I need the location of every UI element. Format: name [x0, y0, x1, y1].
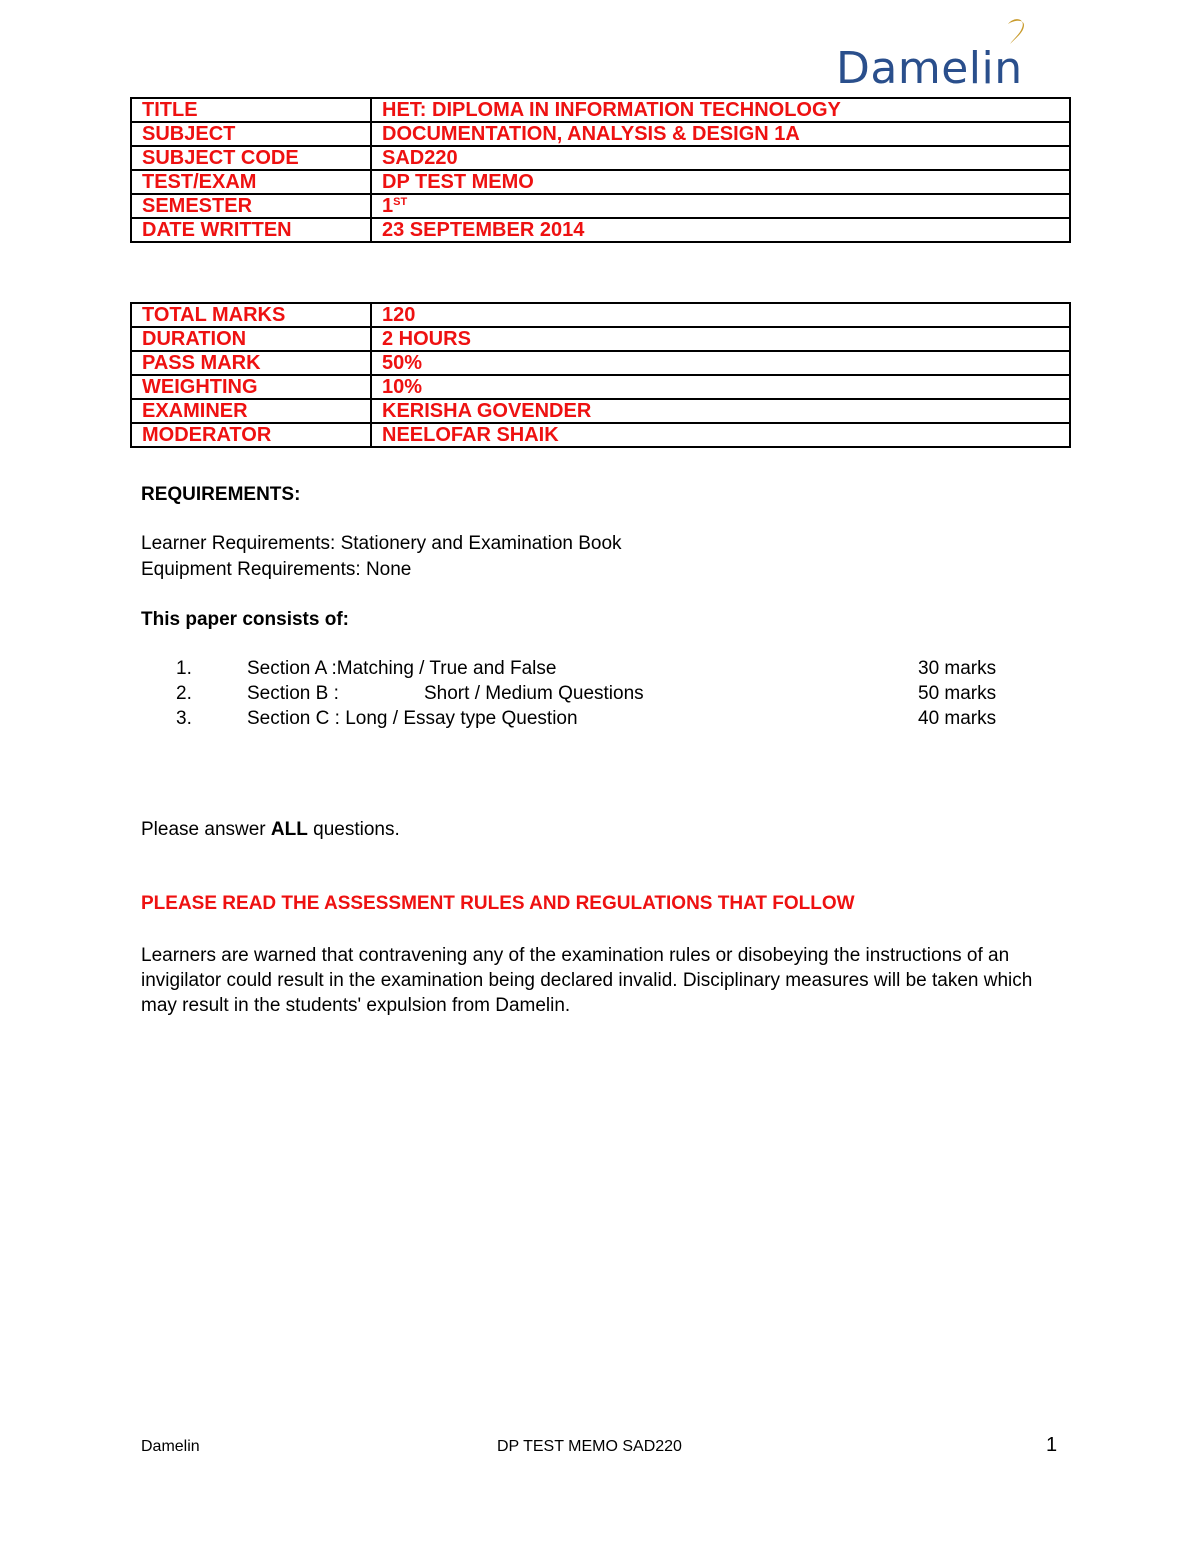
info-value-text: 50% — [382, 352, 423, 374]
answer-text-after: questions. — [307, 819, 400, 840]
section-name: Section A :Matching / True and False — [247, 658, 557, 679]
section-item — [0, 658, 1200, 682]
info-value-text: 10% — [382, 376, 423, 398]
info-value-text: HET: DIPLOMA IN INFORMATION TECHNOLOGY — [382, 99, 841, 121]
info-value-text: KERISHA GOVENDER — [382, 400, 592, 422]
info-row — [131, 327, 1070, 351]
section-number: 3. — [176, 708, 192, 729]
info-value — [371, 375, 1070, 399]
learner-requirements: Learner Requirements: Stationery and Examination Book — [141, 533, 622, 554]
info-value — [371, 218, 1070, 242]
info-label: EXAMINER — [131, 399, 371, 423]
footer-institution: Damelin — [141, 1438, 200, 1455]
equipment-requirements: Equipment Requirements: None — [141, 559, 412, 580]
info-label: MODERATOR — [131, 423, 371, 447]
info-row — [131, 98, 1070, 122]
section-item — [0, 708, 1200, 732]
info-value-text: 1 — [382, 195, 394, 217]
logo-wordmark: Damelin — [836, 43, 1023, 94]
info-row — [131, 146, 1070, 170]
info-row — [131, 194, 1070, 218]
info-value-text: NEELOFAR SHAIK — [382, 424, 559, 446]
footer-page-number: 1 — [1046, 1434, 1058, 1456]
info-label: SEMESTER — [131, 194, 371, 218]
info-value-text: DP TEST MEMO — [382, 171, 534, 193]
info-value-text: 2 HOURS — [382, 328, 471, 350]
section-name: Section B : — [247, 683, 339, 704]
info-row — [131, 351, 1070, 375]
info-value — [371, 122, 1070, 146]
info-value — [371, 399, 1070, 423]
answer-instruction — [141, 819, 400, 841]
info-label: TOTAL MARKS — [131, 303, 371, 327]
info-row — [131, 375, 1070, 399]
info-value — [371, 351, 1070, 375]
answer-text-bold: ALL — [270, 819, 308, 840]
damelin-logo — [836, 14, 1066, 94]
info-value-text: 120 — [382, 304, 416, 326]
damelin-swoosh-icon — [1002, 16, 1030, 46]
section-marks: 40 marks — [918, 708, 997, 729]
answer-text-before: Please answer — [141, 819, 271, 840]
paper-consists-heading: This paper consists of: — [141, 609, 349, 630]
rules-warning-heading: PLEASE READ THE ASSESSMENT RULES AND REGULATIONS THAT FOLLOW — [141, 893, 855, 914]
info-value-text: 23 SEPTEMBER 2014 — [382, 219, 585, 241]
info-value — [371, 194, 1070, 218]
info-label: SUBJECT — [131, 122, 371, 146]
info-row — [131, 122, 1070, 146]
info-row — [131, 399, 1070, 423]
info-value — [371, 327, 1070, 351]
info-value-superscript: ST — [393, 196, 408, 208]
info-value — [371, 303, 1070, 327]
section-number: 1. — [176, 658, 192, 679]
section-number: 2. — [176, 683, 192, 704]
rules-paragraph: Learners are warned that contravening any of the examination rules or disobeying the instructions of an invigilator could result in the examination being declared invalid. Disciplinary measures will be taken which may result in the students' expulsion from Damelin. — [141, 945, 1033, 1016]
info-label: TITLE — [131, 98, 371, 122]
info-label: PASS MARK — [131, 351, 371, 375]
info-label: SUBJECT CODE — [131, 146, 371, 170]
requirements-heading: REQUIREMENTS: — [141, 484, 301, 505]
info-row — [131, 170, 1070, 194]
info-label: WEIGHTING — [131, 375, 371, 399]
exam-info-table — [130, 97, 1071, 243]
marks-info-table — [130, 302, 1071, 448]
info-value-text: DOCUMENTATION, ANALYSIS & DESIGN 1A — [382, 123, 800, 145]
info-label: DATE WRITTEN — [131, 218, 371, 242]
info-value — [371, 170, 1070, 194]
info-row — [131, 218, 1070, 242]
info-value-text: SAD220 — [382, 147, 458, 169]
info-row — [131, 303, 1070, 327]
section-marks: 50 marks — [918, 683, 997, 704]
info-value — [371, 423, 1070, 447]
section-description: Short / Medium Questions — [424, 683, 644, 704]
info-value — [371, 98, 1070, 122]
footer-document-title: DP TEST MEMO SAD220 — [497, 1438, 682, 1455]
section-item — [0, 683, 1200, 707]
info-row — [131, 423, 1070, 447]
section-marks: 30 marks — [918, 658, 997, 679]
section-name: Section C : Long / Essay type Question — [247, 708, 578, 729]
info-label: DURATION — [131, 327, 371, 351]
info-label: TEST/EXAM — [131, 170, 371, 194]
info-value — [371, 146, 1070, 170]
